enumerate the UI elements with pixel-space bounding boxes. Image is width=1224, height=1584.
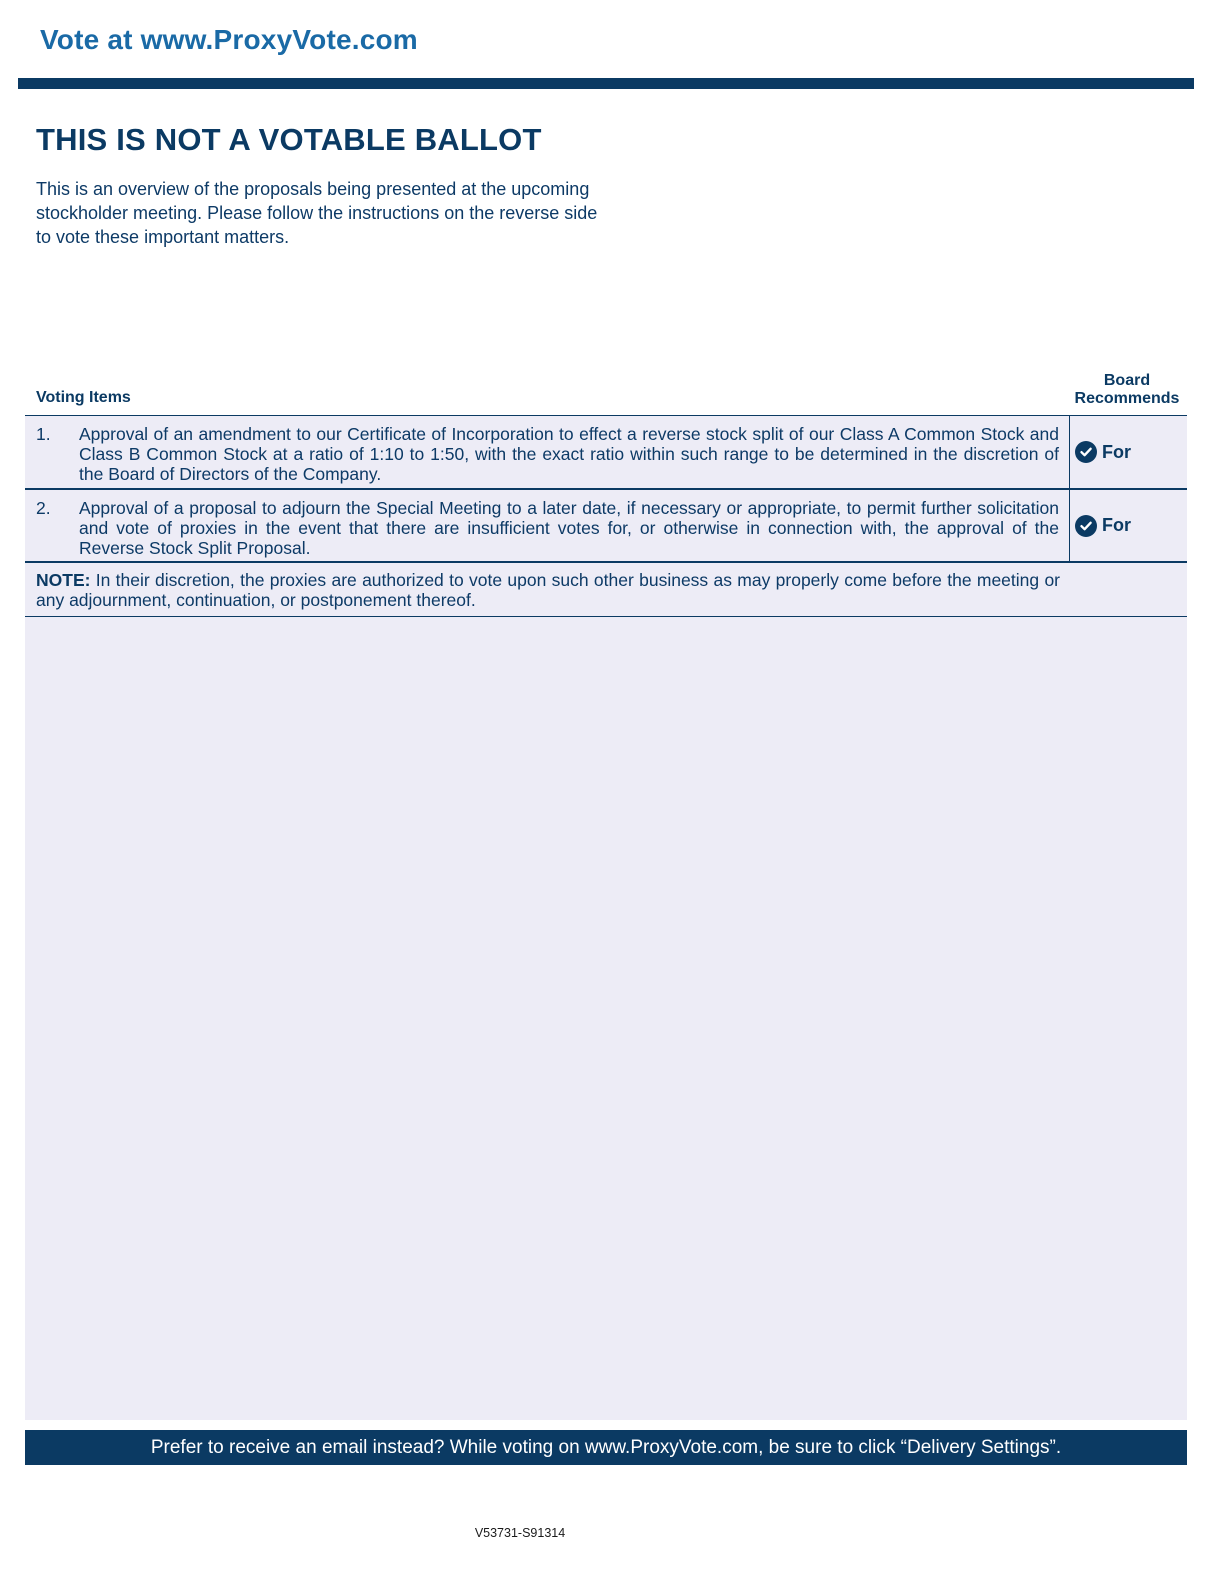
note-row bbox=[25, 563, 1187, 617]
board-recommends-line2: Recommends bbox=[1074, 390, 1180, 407]
voting-item-row bbox=[25, 490, 1187, 563]
note-label: NOTE: bbox=[36, 570, 91, 590]
voting-items-header: Voting Items bbox=[36, 389, 131, 406]
check-circle-icon bbox=[1075, 441, 1097, 463]
note-text bbox=[36, 570, 1060, 610]
item-text: Approval of an amendment to our Certificate of Incorporation to effect a reverse stock split of our Class A Common Stock and Class B Common Stock at a ratio of 1:10 to 1:50, with the exact ratio within such range to be determined in the discretion of the Board of Directors of the Company. bbox=[79, 424, 1059, 484]
note-body: In their discretion, the proxies are authorized to vote upon such other business as may properly come before the meeting or any adjournment, continuation, or postponement thereof. bbox=[36, 570, 1060, 610]
item-number: 1. bbox=[36, 424, 51, 444]
recommendation-cell bbox=[1069, 416, 1187, 488]
delivery-settings-banner bbox=[25, 1430, 1187, 1465]
voting-items-panel bbox=[25, 415, 1187, 1420]
board-recommends-header bbox=[1068, 372, 1186, 408]
intro-text: This is an overview of the proposals being presented at the upcoming stockholder meeting. Please follow the instructions on the reverse side to vote these important matters. bbox=[36, 179, 598, 247]
item-text: Approval of a proposal to adjourn the Special Meeting to a later date, if necessary or appropriate, to permit further solicitation and vote of proxies in the event that there are insufficient votes for, or otherwise in connection with, the approval of the Reverse Stock Split Proposal. bbox=[79, 498, 1059, 558]
delivery-settings-text: Prefer to receive an email instead? While voting on www.ProxyVote.com, be sure to click “Delivery Settings”. bbox=[150, 1436, 1062, 1458]
document-code: V53731-S91314 bbox=[474, 1526, 566, 1540]
proxyvote-link[interactable]: Vote at www.ProxyVote.com bbox=[40, 24, 418, 55]
check-circle-icon bbox=[1075, 515, 1097, 537]
voting-item-row bbox=[25, 416, 1187, 490]
header-rule bbox=[18, 78, 1194, 89]
item-number: 2. bbox=[36, 498, 51, 518]
page-title: THIS IS NOT A VOTABLE BALLOT bbox=[36, 122, 542, 157]
board-recommends-line1: Board bbox=[1103, 372, 1151, 389]
recommendation-label: For bbox=[1102, 515, 1131, 535]
recommendation-label: For bbox=[1102, 441, 1131, 462]
recommendation-cell bbox=[1069, 490, 1187, 561]
